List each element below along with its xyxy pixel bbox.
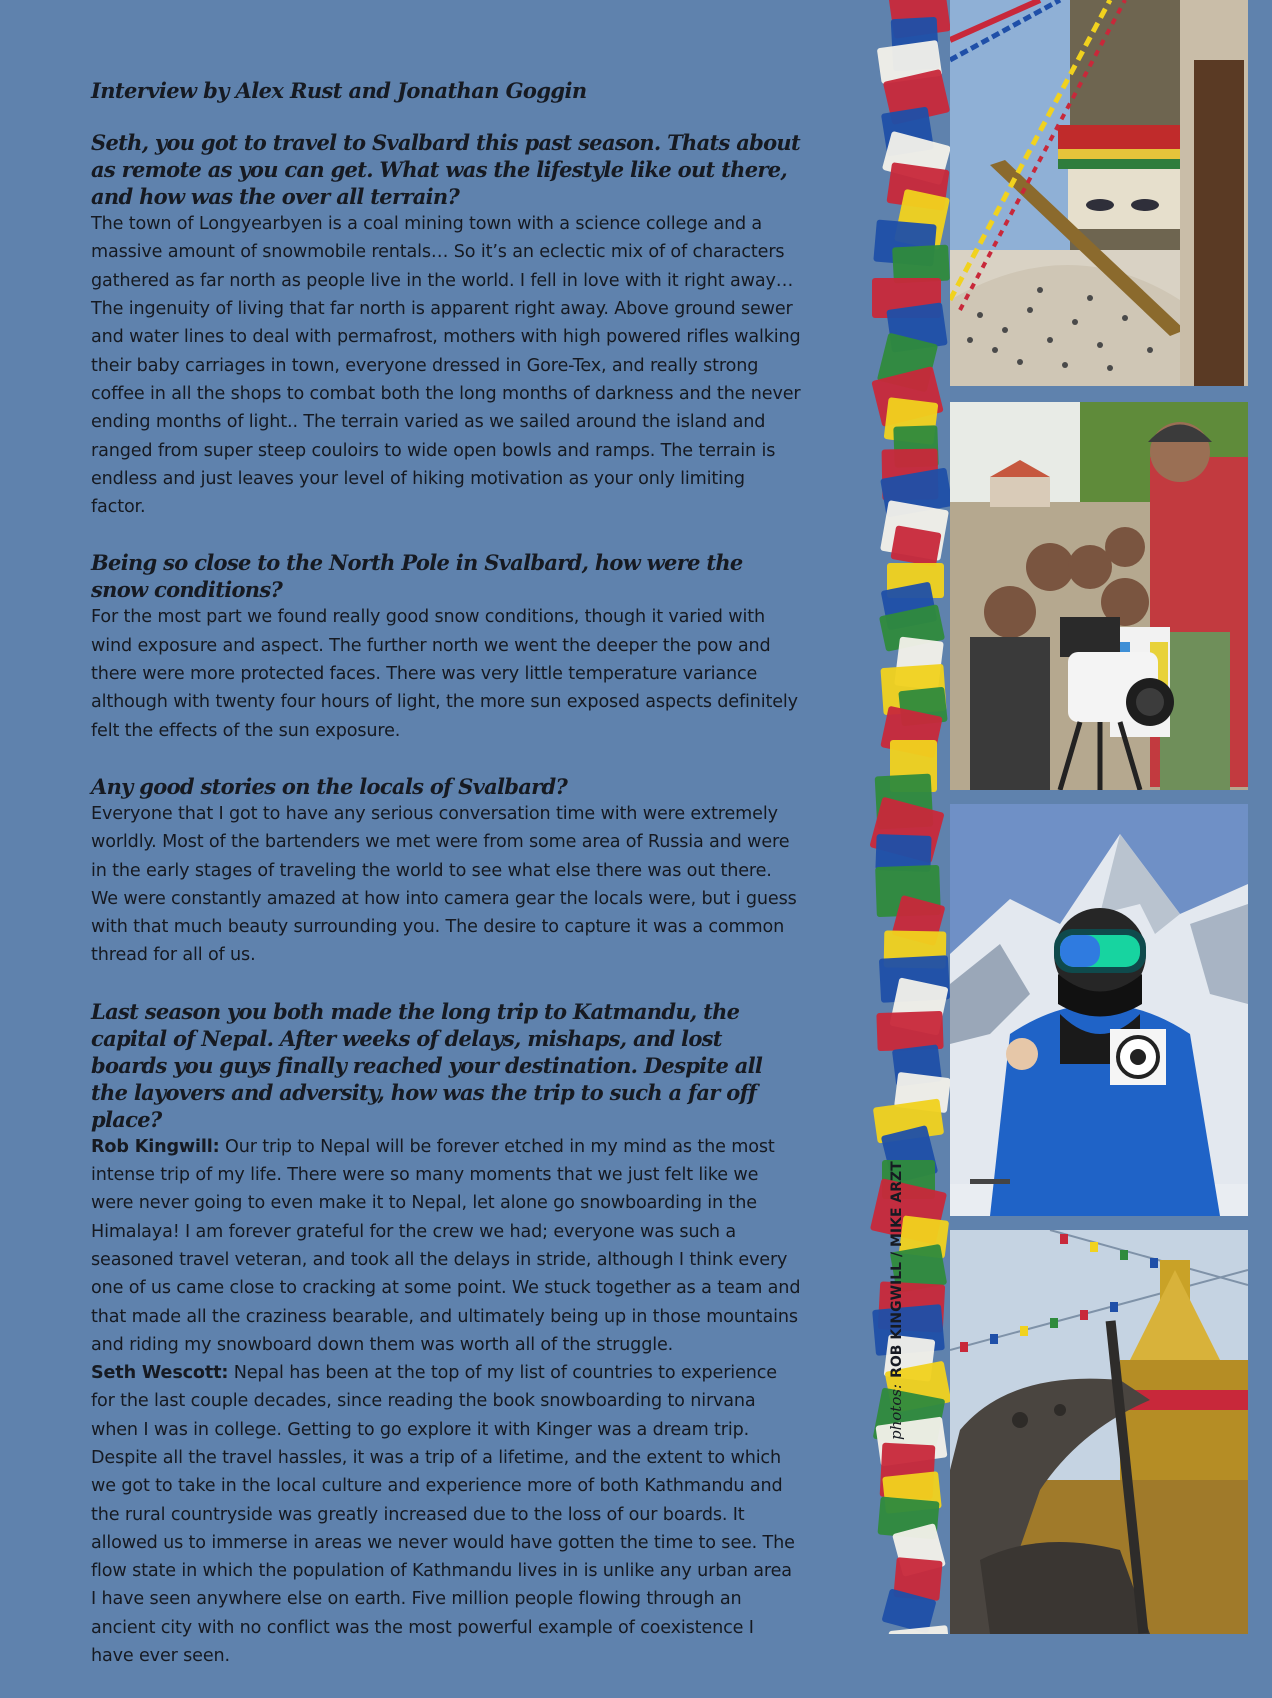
answer-4-seth-text: Nepal has been at the top of my list of countries to experience for the last couple decades, since reading the book snowboarding to nirvana when I was in college. Getting to go explore it with Kinger was a dream trip. Despite all the travel hassles, it was a trip of a lifetime, and the extent to which we got to take in the local culture and experience more of both Kathmandu and the rural countryside was greatly increased due to the loss of our boards. It allowed us to immerse in areas we never would have gotten the time to see. The flow state in which the population of Kathmandu lives in is unlike any urban area I have seen anywhere else on earth. Five million people flowing through an ancient city with no conflict was the most powerful example of coexistence I have ever seen.: [91, 1363, 795, 1667]
question-2: Being so close to the North Pole in Svalbard, how were the snow conditions?: [91, 550, 743, 603]
photo-stupa-pigeons: [950, 0, 1248, 386]
answer-4-seth: [91, 1359, 801, 1670]
photo-golden-stupa: [950, 1230, 1248, 1634]
answer-2: [91, 603, 801, 744]
prayer-flag: [890, 525, 941, 566]
qa-block-2: [91, 549, 801, 744]
photo-credit-names: ROB KINGWILL / MIKE ARZT: [889, 1161, 905, 1378]
answer-2-text: For the most part we found really good snow conditions, though it varied with wind exposure and aspect. The further north we went the deeper the pow and there were more protected faces. There was very little temperature variance although with twenty four hours of light, the more sun exposed aspects definitely felt the effects of the sun exposure.: [91, 607, 798, 741]
speaker-seth-wescott: Seth Wescott:: [91, 1363, 229, 1384]
photo-credit: [887, 1161, 905, 1440]
photo-snowboarder-mountain: [950, 804, 1248, 1216]
answer-3: [91, 800, 801, 970]
interview-byline: Interview by Alex Rust and Jonathan Goggin: [91, 78, 587, 103]
answer-4-rob-text: Our trip to Nepal will be forever etched in my mind as the most intense trip of my life. There were so many moments that we just felt like we were never going to even make it to Nepal, let alone go snowboarding in the Himalaya! I am forever grateful for the crew we had; everyone was such a seasoned travel veteran, and took all the delays in stride, although I think every one of us came close to cracking at some point. We stuck together as a team and that made all the craziness bearable, and ultimately being up in those mountains and riding my snowboard down them was worth all of the struggle.: [91, 1136, 801, 1355]
answer-1-text: The town of Longyearbyen is a coal mining town with a science college and a massive amount of snowmobile rentals… So it’s an eclectic mix of of characters gathered as far north as people live in the world. I fell in love with it right away… The ingenuity of living that far north is apparent right away. Above ground sewer and water lines to deal with permafrost, mothers with high powered rifles walking their baby carriages in town, everyone dressed in Gore-Tex, and really strong coffee in all the shops to combat both the long months of darkness and the never ending months of light.. The terrain varied as we sailed around the island and ranged from super steep couloirs to wide open bowls and ramps. The terrain is endless and just leaves your level of hiking motivation as your only limiting factor.: [91, 214, 801, 518]
qa-block-3: [91, 773, 801, 970]
question-4: Last season you both made the long trip to Katmandu, the capital of Nepal. After weeks of delays, mishaps, and lost boards you guys finally reached your destination. Despite all the layovers and adversity, how was the trip to such a far off place?: [91, 998, 763, 1132]
interview-column: [91, 78, 801, 1698]
question-3: Any good stories on the locals of Svalbard?: [91, 773, 568, 799]
question-1: Seth, you got to travel to Svalbard this past season. Thats about as remote as you can get. What was the lifestyle like out there, and how was the over all terrain?: [91, 130, 800, 210]
photo-kids-camera: [950, 402, 1248, 790]
answer-3-text: Everyone that I got to have any serious conversation time with were extremely worldly. Most of the bartenders we met were from some area of Russia and were in the early stages of traveling the world to see what else there was out there. We were constantly amazed at how into camera gear the locals were, but i guess with that much beauty surrounding you. The desire to capture it was a common thread for all of us.: [91, 803, 797, 966]
speaker-rob-kingwill: Rob Kingwill:: [91, 1136, 220, 1157]
answer-4-rob: [91, 1133, 801, 1359]
photo-column: [950, 0, 1248, 1634]
answer-1: [91, 210, 801, 521]
qa-block-4: [91, 998, 801, 1671]
qa-block-1: [91, 129, 801, 521]
photo-credit-label: photos:: [887, 1383, 905, 1440]
